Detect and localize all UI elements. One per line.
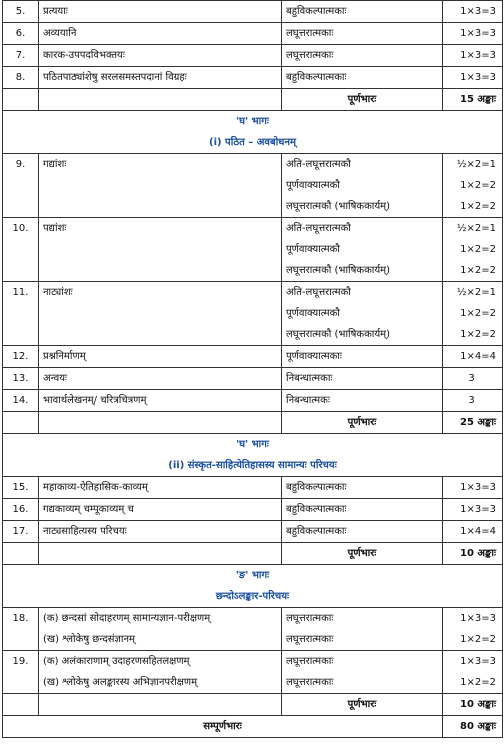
topic-cell: अन्वयः	[39, 368, 282, 390]
marks-distribution-table	[2, 0, 503, 738]
table-row	[3, 499, 503, 521]
grand-total-row	[3, 716, 503, 738]
marks-cell: 1×4=4	[443, 521, 503, 543]
marks-cell: 3	[443, 390, 503, 412]
marks-cell: 1×3=3	[443, 45, 503, 67]
question-type-cell: पूर्णवाक्यात्मकाः	[282, 346, 443, 368]
topic-cell: अव्ययानि	[39, 23, 282, 45]
marks-cell: ½×2=1 1×2=2 1×2=2	[443, 218, 503, 282]
marks-cell: 1×3=3	[443, 499, 503, 521]
question-type-cell: बहुविकल्पात्मकाः	[282, 477, 443, 499]
question-type-cell: लघूत्तरात्मकाः	[282, 45, 443, 67]
table-row	[3, 282, 503, 346]
topic-cell: प्रत्ययाः	[39, 1, 282, 23]
total-value: 15 अङ्काः	[443, 89, 503, 111]
section-header-row	[3, 565, 503, 608]
topic-cell: भावार्थलेखनम्/ चरित्रचित्रणम्	[39, 390, 282, 412]
total-label: पूर्णभारः	[282, 694, 443, 716]
question-type-cell: लघूत्तरात्मकाः लघूत्तरात्मकाः	[282, 651, 443, 694]
question-number: 14.	[3, 390, 39, 412]
total-label: पूर्णभारः	[282, 543, 443, 565]
total-value: 10 अङ्काः	[443, 543, 503, 565]
table-row	[3, 346, 503, 368]
question-type-cell: बहुविकल्पात्मकाः	[282, 521, 443, 543]
marks-cell: 1×3=3	[443, 477, 503, 499]
question-type-cell: निबन्धात्मकाः	[282, 368, 443, 390]
question-type-cell: लघूत्तरात्मकाः लघूत्तरात्मकाः	[282, 608, 443, 651]
table-row	[3, 154, 503, 218]
marks-cell: 1×3=3	[443, 67, 503, 89]
marks-cell: 1×3=3 1×2=2	[443, 608, 503, 651]
question-number: 11.	[3, 282, 39, 346]
table-row	[3, 218, 503, 282]
table-row	[3, 45, 503, 67]
table-row	[3, 521, 503, 543]
question-type-cell: अति-लघूत्तरात्मकौ पूर्णवाक्यात्मकौ लघूत्तरात्मकौ (भाषिककार्यम्)	[282, 282, 443, 346]
total-row	[3, 412, 503, 434]
marks-cell: 1×3=3	[443, 1, 503, 23]
question-number: 9.	[3, 154, 39, 218]
question-type-cell: बहुविकल्पात्मकाः	[282, 67, 443, 89]
table-row	[3, 477, 503, 499]
section-title: 'घ' भागः	[236, 439, 269, 450]
grand-total-value: 80 अङ्काः	[443, 716, 503, 738]
table-row	[3, 67, 503, 89]
marks-cell: 1×4=4	[443, 346, 503, 368]
total-value: 25 अङ्काः	[443, 412, 503, 434]
topic-cell: (क) अलंकाराणाम् उदाहरणसहितलक्षणम् (ख) श्लोकेषु अलङ्कारस्य अभिज्ञानपरीक्षणम्	[39, 651, 282, 694]
table-row	[3, 1, 503, 23]
question-type-cell: निबन्धात्मकः	[282, 390, 443, 412]
table-row	[3, 608, 503, 651]
question-number: 8.	[3, 67, 39, 89]
table-row	[3, 651, 503, 694]
topic-cell: प्रश्ननिर्माणम्	[39, 346, 282, 368]
total-label: पूर्णभारः	[282, 412, 443, 434]
topic-cell: नाट्यसाहित्यस्य परिचयः	[39, 521, 282, 543]
marks-cell: 3	[443, 368, 503, 390]
question-number: 12.	[3, 346, 39, 368]
section-subtitle: छन्दोऽलङ्कार-परिचयः	[215, 591, 290, 602]
total-row	[3, 694, 503, 716]
question-number: 13.	[3, 368, 39, 390]
total-row	[3, 543, 503, 565]
section-title: 'घ' भागः	[236, 116, 269, 127]
question-type-cell: लघूत्तरात्मकाः	[282, 23, 443, 45]
table-row	[3, 368, 503, 390]
section-header-row	[3, 434, 503, 477]
question-number: 7.	[3, 45, 39, 67]
topic-cell: गद्यांशः	[39, 154, 282, 218]
grand-total-label: सम्पूर्णभारः	[3, 716, 443, 738]
marks-cell: ½×2=1 1×2=2 1×2=2	[443, 282, 503, 346]
question-number: 16.	[3, 499, 39, 521]
table-row	[3, 390, 503, 412]
question-type-cell: अति-लघूत्तरात्मकौ पूर्णवाक्यात्मकौ लघूत्तरात्मकौ (भाषिककार्यम्)	[282, 154, 443, 218]
marks-cell: 1×3=3	[443, 23, 503, 45]
topic-cell: कारक-उपपदविभक्तयः	[39, 45, 282, 67]
topic-cell: (क) छन्दसां सोदाहरणम् सामान्यज्ञान-परीक्षणम् (ख) श्लोकेषु छन्दसंज्ञानम्	[39, 608, 282, 651]
question-number: 18.	[3, 608, 39, 651]
question-number: 10.	[3, 218, 39, 282]
total-label: पूर्णभारः	[282, 89, 443, 111]
question-type-cell: अति-लघूत्तरात्मकौ पूर्णवाक्यात्मकौ लघूत्तरात्मकौ (भाषिककार्यम्)	[282, 218, 443, 282]
marks-cell: ½×2=1 1×2=2 1×2=2	[443, 154, 503, 218]
section-subtitle: (ii) संस्कृत-साहित्येतिहासस्य सामान्यः परिचयः	[168, 460, 337, 471]
topic-cell: गद्यकाव्यम् चम्पूकाव्यम् च	[39, 499, 282, 521]
section-title: 'ङ' भागः	[235, 570, 270, 581]
marks-cell: 1×3=3 1×2=2	[443, 651, 503, 694]
table-row	[3, 23, 503, 45]
total-row	[3, 89, 503, 111]
question-number: 5.	[3, 1, 39, 23]
total-value: 10 अङ्काः	[443, 694, 503, 716]
question-number: 19.	[3, 651, 39, 694]
topic-cell: पद्यांशः	[39, 218, 282, 282]
question-type-cell: बहुविकल्पात्मकाः	[282, 499, 443, 521]
topic-cell: पठितपाठ्यांशेषु सरलसमस्तपदानां विग्रहः	[39, 67, 282, 89]
question-number: 6.	[3, 23, 39, 45]
question-type-cell: बहुविकल्पात्मकाः	[282, 1, 443, 23]
topic-cell: महाकाव्य-ऐतिहासिक-काव्यम्	[39, 477, 282, 499]
section-header-row	[3, 111, 503, 154]
question-number: 15.	[3, 477, 39, 499]
topic-cell: नाट्यांशः	[39, 282, 282, 346]
section-subtitle: (i) पठित – अवबोधनम्	[209, 137, 296, 148]
question-number: 17.	[3, 521, 39, 543]
